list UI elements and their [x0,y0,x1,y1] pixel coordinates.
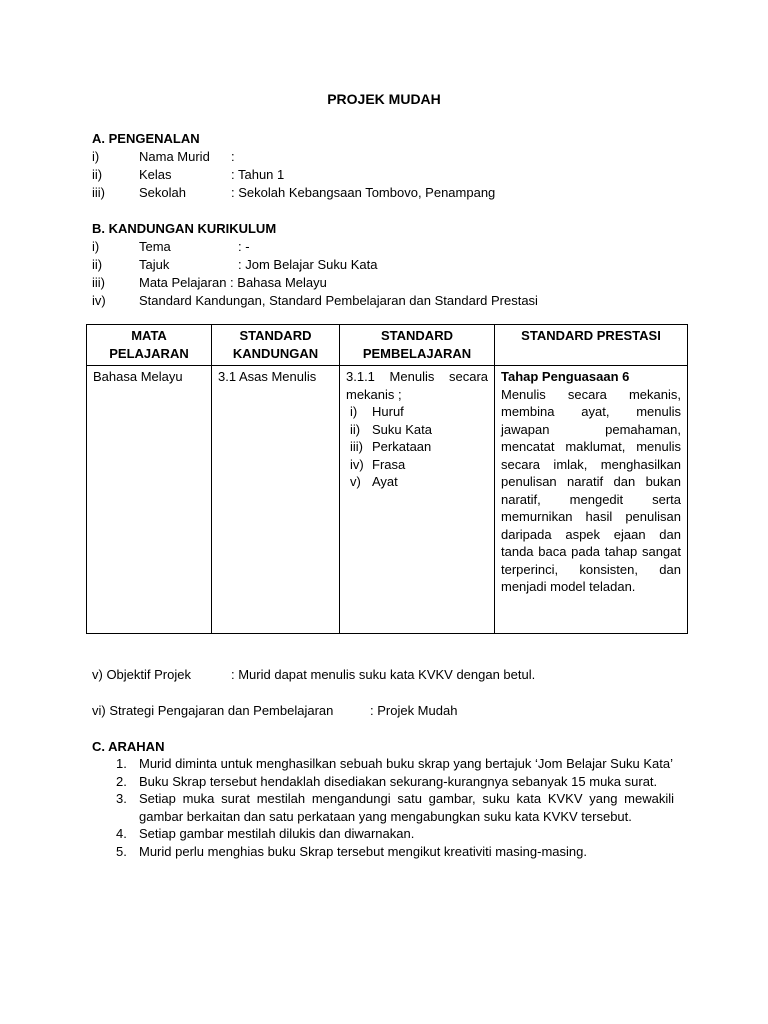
row-label: Sekolah [139,185,186,200]
cell-standard-kandungan: 3.1 Asas Menulis [212,366,340,634]
cell-mata-pelajaran: Bahasa Melayu [87,366,212,634]
row-value: : [231,149,235,164]
objektif-line [92,666,536,684]
row-value: : - [238,239,250,254]
curriculum-table [86,324,688,634]
prestasi-text: Menulis secara mekanis, membina ayat, menulis jawapan pemahaman, mencatat maklumat, menulis secara imlak, menghasilkan penulisan naratif dan bukan naratif, mengedit serta memurnikan hasil penulisan daripada aspek ejaan dan tanda baca pada tahap sangat terperinci, konsisten, dan menjadi model teladan. [501,386,681,594]
list-item: 2. Buku Skrap tersebut hendaklah disediakan sekurang-kurangnya sebanyak 15 muka surat. [116,773,658,789]
list-item: ii) Suku Kata [350,421,432,437]
table-row [87,366,688,634]
pembelajaran-list [346,403,488,491]
section-arahan-heading: C. ARAHAN [92,739,165,754]
row-label: Standard Kandungan, Standard Pembelajaran dan Standard Prestasi [139,293,538,308]
section-pengenalan-heading: A. PENGENALAN [92,131,200,146]
list-item: i) Huruf [350,404,404,419]
row-label: Nama Murid [139,149,210,164]
row-number: i) [92,239,100,254]
row-value: : Tahun 1 [231,167,285,182]
row-value: : Jom Belajar Suku Kata [238,257,378,272]
header-mata-pelajaran: MATA PELAJARAN [87,325,212,366]
header-standard-pembelajaran: STANDARD PEMBELAJARAN [340,325,495,366]
objektif-label: v) Objektif Projek [92,667,191,682]
list-item: 4. Setiap gambar mestilah dilukis dan diwarnakan. [116,826,415,841]
header-standard-prestasi: STANDARD PRESTASI [495,325,688,366]
row-value: : Sekolah Kebangsaan Tombovo, Penampang [231,185,496,200]
row-number: i) [92,149,100,164]
strategi-line [92,702,458,720]
row-label: Tema [139,239,171,254]
strategi-label: vi) Strategi Pengajaran dan Pembelajaran [92,703,334,718]
row-number: iii) [92,275,105,290]
row-label: Kelas [139,167,172,182]
section-kandungan-heading: B. KANDUNGAN KURIKULUM [92,221,277,236]
list-item: 1. Murid diminta untuk menghasilkan sebuah buku skrap yang bertajuk ‘Jom Belajar Suku Kata’ [116,756,674,771]
table-header-row [87,325,688,366]
list-item: v) Ayat [350,474,398,489]
prestasi-title: Tahap Penguasaan 6 [501,369,630,384]
row-label: Mata Pelajaran : Bahasa Melayu [139,275,327,290]
objektif-value: : Murid dapat menulis suku kata KVKV dengan betul. [231,667,536,682]
row-number: ii) [92,257,103,272]
row-number: iii) [92,185,105,200]
cell-standard-prestasi [495,366,688,634]
pembelajaran-intro: 3.1.1 Menulis secara mekanis ; [346,369,488,402]
row-number: iv) [92,293,106,308]
header-standard-kandungan: STANDARD KANDUNGAN [212,325,340,366]
row-number: ii) [92,167,103,182]
list-item: 5. Murid perlu menghias buku Skrap tersebut mengikut kreativiti masing-masing. [116,843,587,859]
row-label: Tajuk [139,257,170,272]
arahan-list [92,755,674,860]
list-item: iii) Perkataan [350,439,432,454]
list-item: 3. Setiap muka surat mestilah mengandungi satu gambar, suku kata KVKV yang mewakili gambar berkaitan dan satu perkataan yang mengabungkan suku kata KVKV tersebut. [116,791,674,824]
document-title: PROJEK MUDAH [327,91,441,107]
strategi-value: : Projek Mudah [370,703,458,718]
cell-standard-pembelajaran [340,366,495,634]
list-item: iv) Frasa [350,456,406,472]
